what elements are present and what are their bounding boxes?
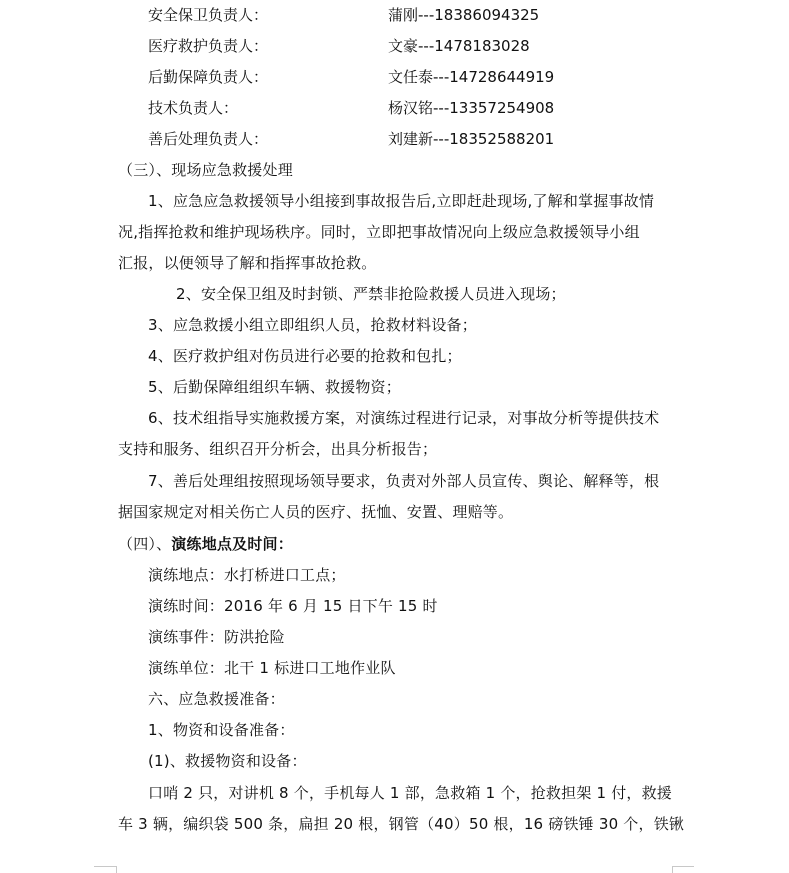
section-4-heading-prefix: （四）、	[118, 535, 172, 553]
contact-person-security: 蒲刚---18386094325	[388, 6, 540, 24]
materials-line-2: 车 3 辆，编织袋 500 条，扁担 20 根，钢管（40）50 根，16 磅铁锤 30 个，铁锹	[118, 815, 685, 833]
corner-mark-right-vertical	[672, 866, 673, 873]
section-6-heading: 六、应急救援准备：	[148, 690, 285, 708]
drill-event: 演练事件：防洪抢险	[148, 628, 285, 646]
contact-person-aftermath: 刘建新---18352588201	[388, 130, 555, 148]
contact-person-logistics: 文任泰---14728644919	[388, 68, 555, 86]
contact-person-medical: 文豪---1478183028	[388, 37, 530, 55]
section-3-item-1-line-1: 1、应急应急救援领导小组接到事故报告后,立即赶赴现场,了解和掌握事故情	[148, 192, 655, 210]
section-3-item-6-line-2: 支持和服务、组织召开分析会，出具分析报告；	[118, 440, 438, 458]
section-3-heading: （三）、现场应急救援处理	[118, 161, 293, 179]
section-3-item-4: 4、医疗救护组对伤员进行必要的抢救和包扎；	[148, 347, 462, 365]
contact-role-logistics: 后勤保障负责人：	[148, 68, 269, 86]
contact-role-medical: 医疗救护负责人：	[148, 37, 269, 55]
section-3-item-6-line-1: 6、技术组指导实施救援方案，对演练过程进行记录，对事故分析等提供技术	[148, 409, 660, 427]
contact-person-technical: 杨汉铭---13357254908	[388, 99, 555, 117]
corner-mark-left-horizontal	[94, 866, 116, 867]
section-3-item-1-line-3: 汇报，以便领导了解和指挥事故抢救。	[118, 254, 377, 272]
section-3-item-7-line-1: 7、善后处理组按照现场领导要求，负责对外部人员宣传、舆论、解释等，根	[148, 472, 660, 490]
corner-mark-left-vertical	[116, 866, 117, 873]
contact-role-technical: 技术负责人：	[148, 99, 239, 117]
drill-location: 演练地点：水打桥进口工点；	[148, 566, 346, 584]
section-3-item-2: 2、安全保卫组及时封锁、严禁非抢险救援人员进入现场；	[176, 285, 566, 303]
contact-role-security: 安全保卫负责人：	[148, 6, 269, 24]
drill-time: 演练时间：2016 年 6 月 15 日下午 15 时	[148, 597, 438, 615]
materials-line-1: 口哨 2 只，对讲机 8 个，手机每人 1 部，急救箱 1 个，抢救担架 1 付，救援	[148, 784, 673, 802]
contact-role-aftermath: 善后处理负责人：	[148, 130, 269, 148]
section-3-item-1-line-2: 况,指挥抢救和维护现场秩序。同时，立即把事故情况向上级应急救援领导小组	[118, 223, 640, 241]
section-3-item-3: 3、应急救援小组立即组织人员，抢救材料设备；	[148, 316, 477, 334]
section-4-heading-bold: 演练地点及时间：	[171, 535, 293, 553]
corner-mark-right-horizontal	[672, 866, 694, 867]
drill-unit: 演练单位：北干 1 标进口工地作业队	[148, 659, 396, 677]
section-6-sub-1: 1、物资和设备准备：	[148, 721, 295, 739]
section-3-item-5: 5、后勤保障组组织车辆、救援物资；	[148, 378, 401, 396]
section-4-heading	[118, 534, 293, 554]
section-3-item-7-line-2: 据国家规定对相关伤亡人员的医疗、抚恤、安置、理赔等。	[118, 503, 514, 521]
section-6-sub-1-1: (1)、救援物资和设备：	[148, 752, 307, 770]
